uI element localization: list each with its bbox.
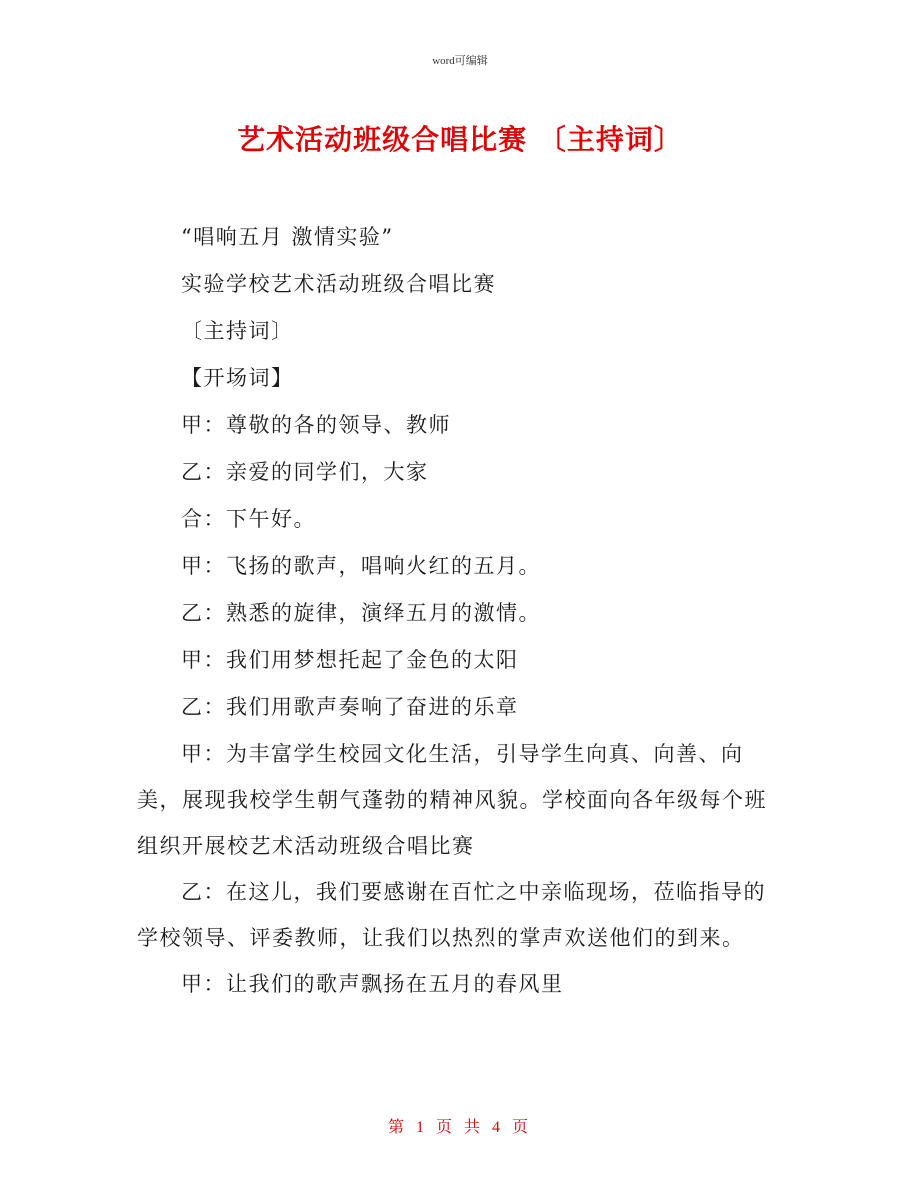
paragraph: “唱响五月 激情实验” <box>181 225 394 249</box>
paragraph: 甲：为丰富学生校园文化生活，引导学生向真、向善、向美，展现我校学生朝气蓬勃的精神风貌。学校面向各年级每个班组织开展校艺术活动班级合唱比赛 <box>137 742 767 858</box>
paragraph: 乙：熟悉的旋律，演绎五月的激情。 <box>181 601 541 625</box>
document-body <box>137 214 785 1008</box>
paragraph: 实验学校艺术活动班级合唱比赛 <box>181 272 496 296</box>
paragraph: 乙：在这儿，我们要感谢在百忙之中亲临现场，莅临指导的学校领导、评委教师，让我们以热烈的掌声欢送他们的到来。 <box>137 880 766 950</box>
document-title: 艺术活动班级合唱比赛 〔主持词〕 <box>237 123 683 156</box>
paragraph: 乙：我们用歌声奏响了奋进的乐章 <box>181 695 519 719</box>
paragraph: 甲：飞扬的歌声，唱响火红的五月。 <box>181 554 541 578</box>
page-footer: 第 1 页 共 4 页 <box>387 1119 532 1136</box>
paragraph: 甲：让我们的歌声飘扬在五月的春风里 <box>181 972 564 996</box>
paragraph: 【开场词】 <box>181 366 294 390</box>
paragraph: 乙：亲爱的同学们，大家 <box>181 460 429 484</box>
paragraph: 合：下午好。 <box>181 507 316 531</box>
header-note: word可编辑 <box>432 55 488 67</box>
paragraph: 甲：尊敬的各的领导、教师 <box>181 413 451 437</box>
paragraph: 〔主持词〕 <box>181 319 294 343</box>
paragraph: 甲：我们用梦想托起了金色的太阳 <box>181 648 519 672</box>
